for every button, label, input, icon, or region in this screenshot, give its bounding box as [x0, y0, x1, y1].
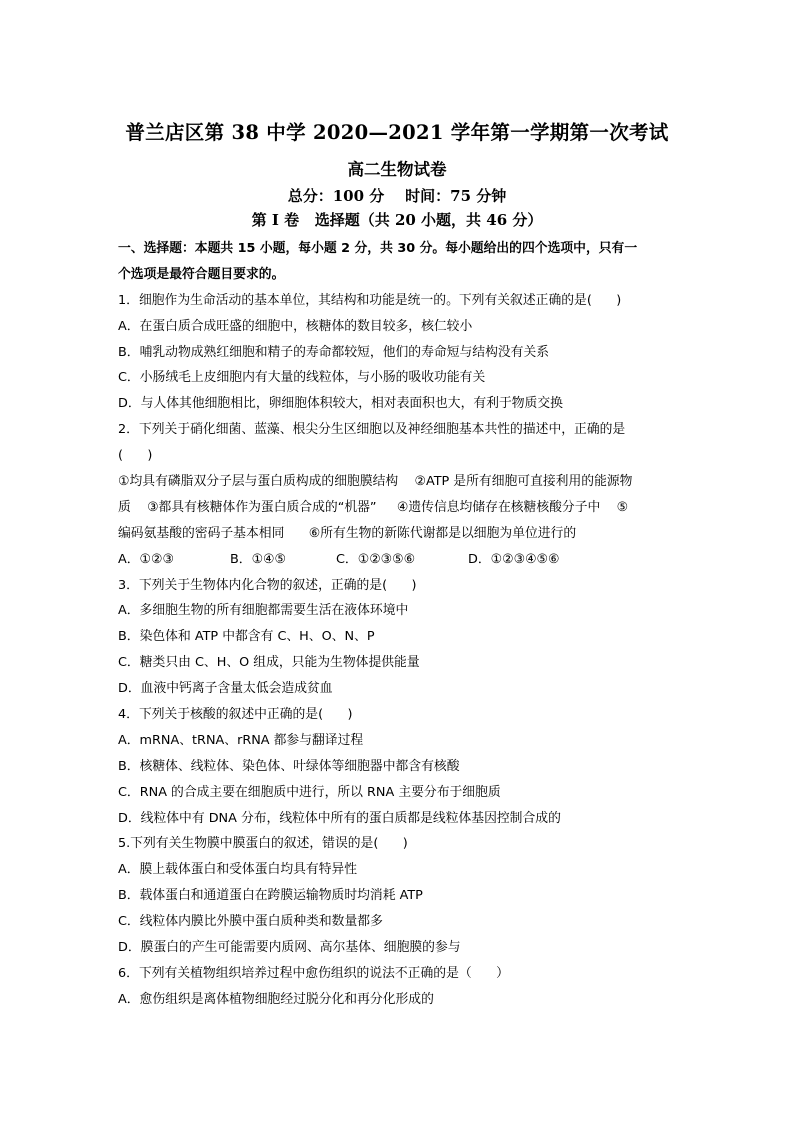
question-body — [118, 236, 678, 1013]
q6-option-a: A．愈伤组织是离体植物细胞经过脱分化和再分化形成的 — [118, 991, 434, 1007]
q2-option-d: D．①②③④⑤⑥ — [468, 551, 560, 567]
q2-stem-cont: ( ) — [118, 448, 153, 464]
q6-stem: 6．下列有关植物组织培养过程中愈伤组织的说法不正确的是（ ） — [118, 965, 509, 981]
q2-option-b: B．①④⑤ — [230, 551, 286, 567]
q1-option-c: C．小肠绒毛上皮细胞内有大量的线粒体，与小肠的吸收功能有关 — [118, 370, 486, 386]
q2-stem: 2．下列关于硝化细菌、蓝藻、根尖分生区细胞以及神经细胞基本共性的描述中，正确的是 — [118, 422, 626, 438]
q1-option-d: D．与人体其他细胞相比，卵细胞体积较大，相对表面积也大，有利于物质交换 — [118, 396, 563, 412]
q1-stem: 1．细胞作为生命活动的基本单位，其结构和功能是统一的。下列有关叙述正确的是( ) — [118, 292, 622, 308]
q2-options — [118, 547, 678, 573]
q1-option-a: A．在蛋白质合成旺盛的细胞中，核糖体的数目较多，核仁较小 — [118, 318, 473, 334]
q4-option-a: A．mRNA、tRNA、rRNA 都参与翻译过程 — [118, 732, 364, 748]
q2-statements-3: 编码氨基酸的密码子基本相同 ⑥所有生物的新陈代谢都是以细胞为单位进行的 — [118, 525, 577, 541]
q3-stem: 3．下列关于生物体内化合物的叙述，正确的是( ) — [118, 577, 417, 593]
q5-option-b: B．载体蛋白和通道蛋白在跨膜运输物质时均消耗 ATP — [118, 888, 423, 904]
q3-option-d: D．血液中钙离子含量太低会造成贫血 — [118, 681, 333, 697]
q2-statements-2: 质 ③都具有核糖体作为蛋白质合成的“机器” ④遗传信息均储存在核糖核酸分子中 ⑤ — [118, 499, 629, 515]
exam-title: 普兰店区第 38 中学 2020—2021 学年第一学期第一次考试 — [125, 121, 669, 144]
exam-meta: 总分：100 分 时间：75 分钟 — [287, 187, 507, 205]
section-heading: 第 I 卷 选择题（共 20 小题，共 46 分） — [251, 211, 543, 229]
q4-option-c: C．RNA 的合成主要在细胞质中进行，所以 RNA 主要分布于细胞质 — [118, 784, 501, 800]
q4-option-d: D．线粒体中有 DNA 分布，线粒体中所有的蛋白质都是线粒体基因控制合成的 — [118, 810, 561, 826]
q3-option-b: B．染色体和 ATP 中都含有 C、H、O、N、P — [118, 629, 375, 645]
q3-option-c: C．糖类只由 C、H、O 组成，只能为生物体提供能量 — [118, 655, 420, 671]
q2-statements-1: ①均具有磷脂双分子层与蛋白质构成的细胞膜结构 ②ATP 是所有细胞可直接利用的能源物 — [118, 474, 633, 490]
q5-option-a: A．膜上载体蛋白和受体蛋白均具有特异性 — [118, 862, 358, 878]
q2-option-c: C．①②③⑤⑥ — [336, 551, 416, 567]
instructions-line-2: 个选项是最符合题目要求的。 — [118, 266, 285, 282]
instructions-line-1: 一、选择题：本题共 15 小题，每小题 2 分，共 30 分。每小题给出的四个选项中，只有一 — [118, 241, 638, 256]
q1-option-b: B．哺乳动物成熟红细胞和精子的寿命都较短，他们的寿命短与结构没有关系 — [118, 344, 550, 360]
q4-option-b: B．核糖体、线粒体、染色体、叶绿体等细胞器中都含有核酸 — [118, 758, 460, 774]
q4-stem: 4．下列关于核酸的叙述中正确的是( ) — [118, 707, 353, 723]
q5-option-c: C．线粒体内膜比外膜中蛋白质种类和数量都多 — [118, 914, 383, 930]
q3-option-a: A．多细胞生物的所有细胞都需要生活在液体环境中 — [118, 603, 409, 619]
q5-option-d: D．膜蛋白的产生可能需要内质网、高尔基体、细胞膜的参与 — [118, 940, 461, 956]
q2-option-a: A．①②③ — [118, 551, 174, 567]
q5-stem: 5.下列有关生物膜中膜蛋白的叙述，错误的是( ) — [118, 836, 408, 852]
exam-subtitle: 高二生物试卷 — [347, 160, 447, 179]
